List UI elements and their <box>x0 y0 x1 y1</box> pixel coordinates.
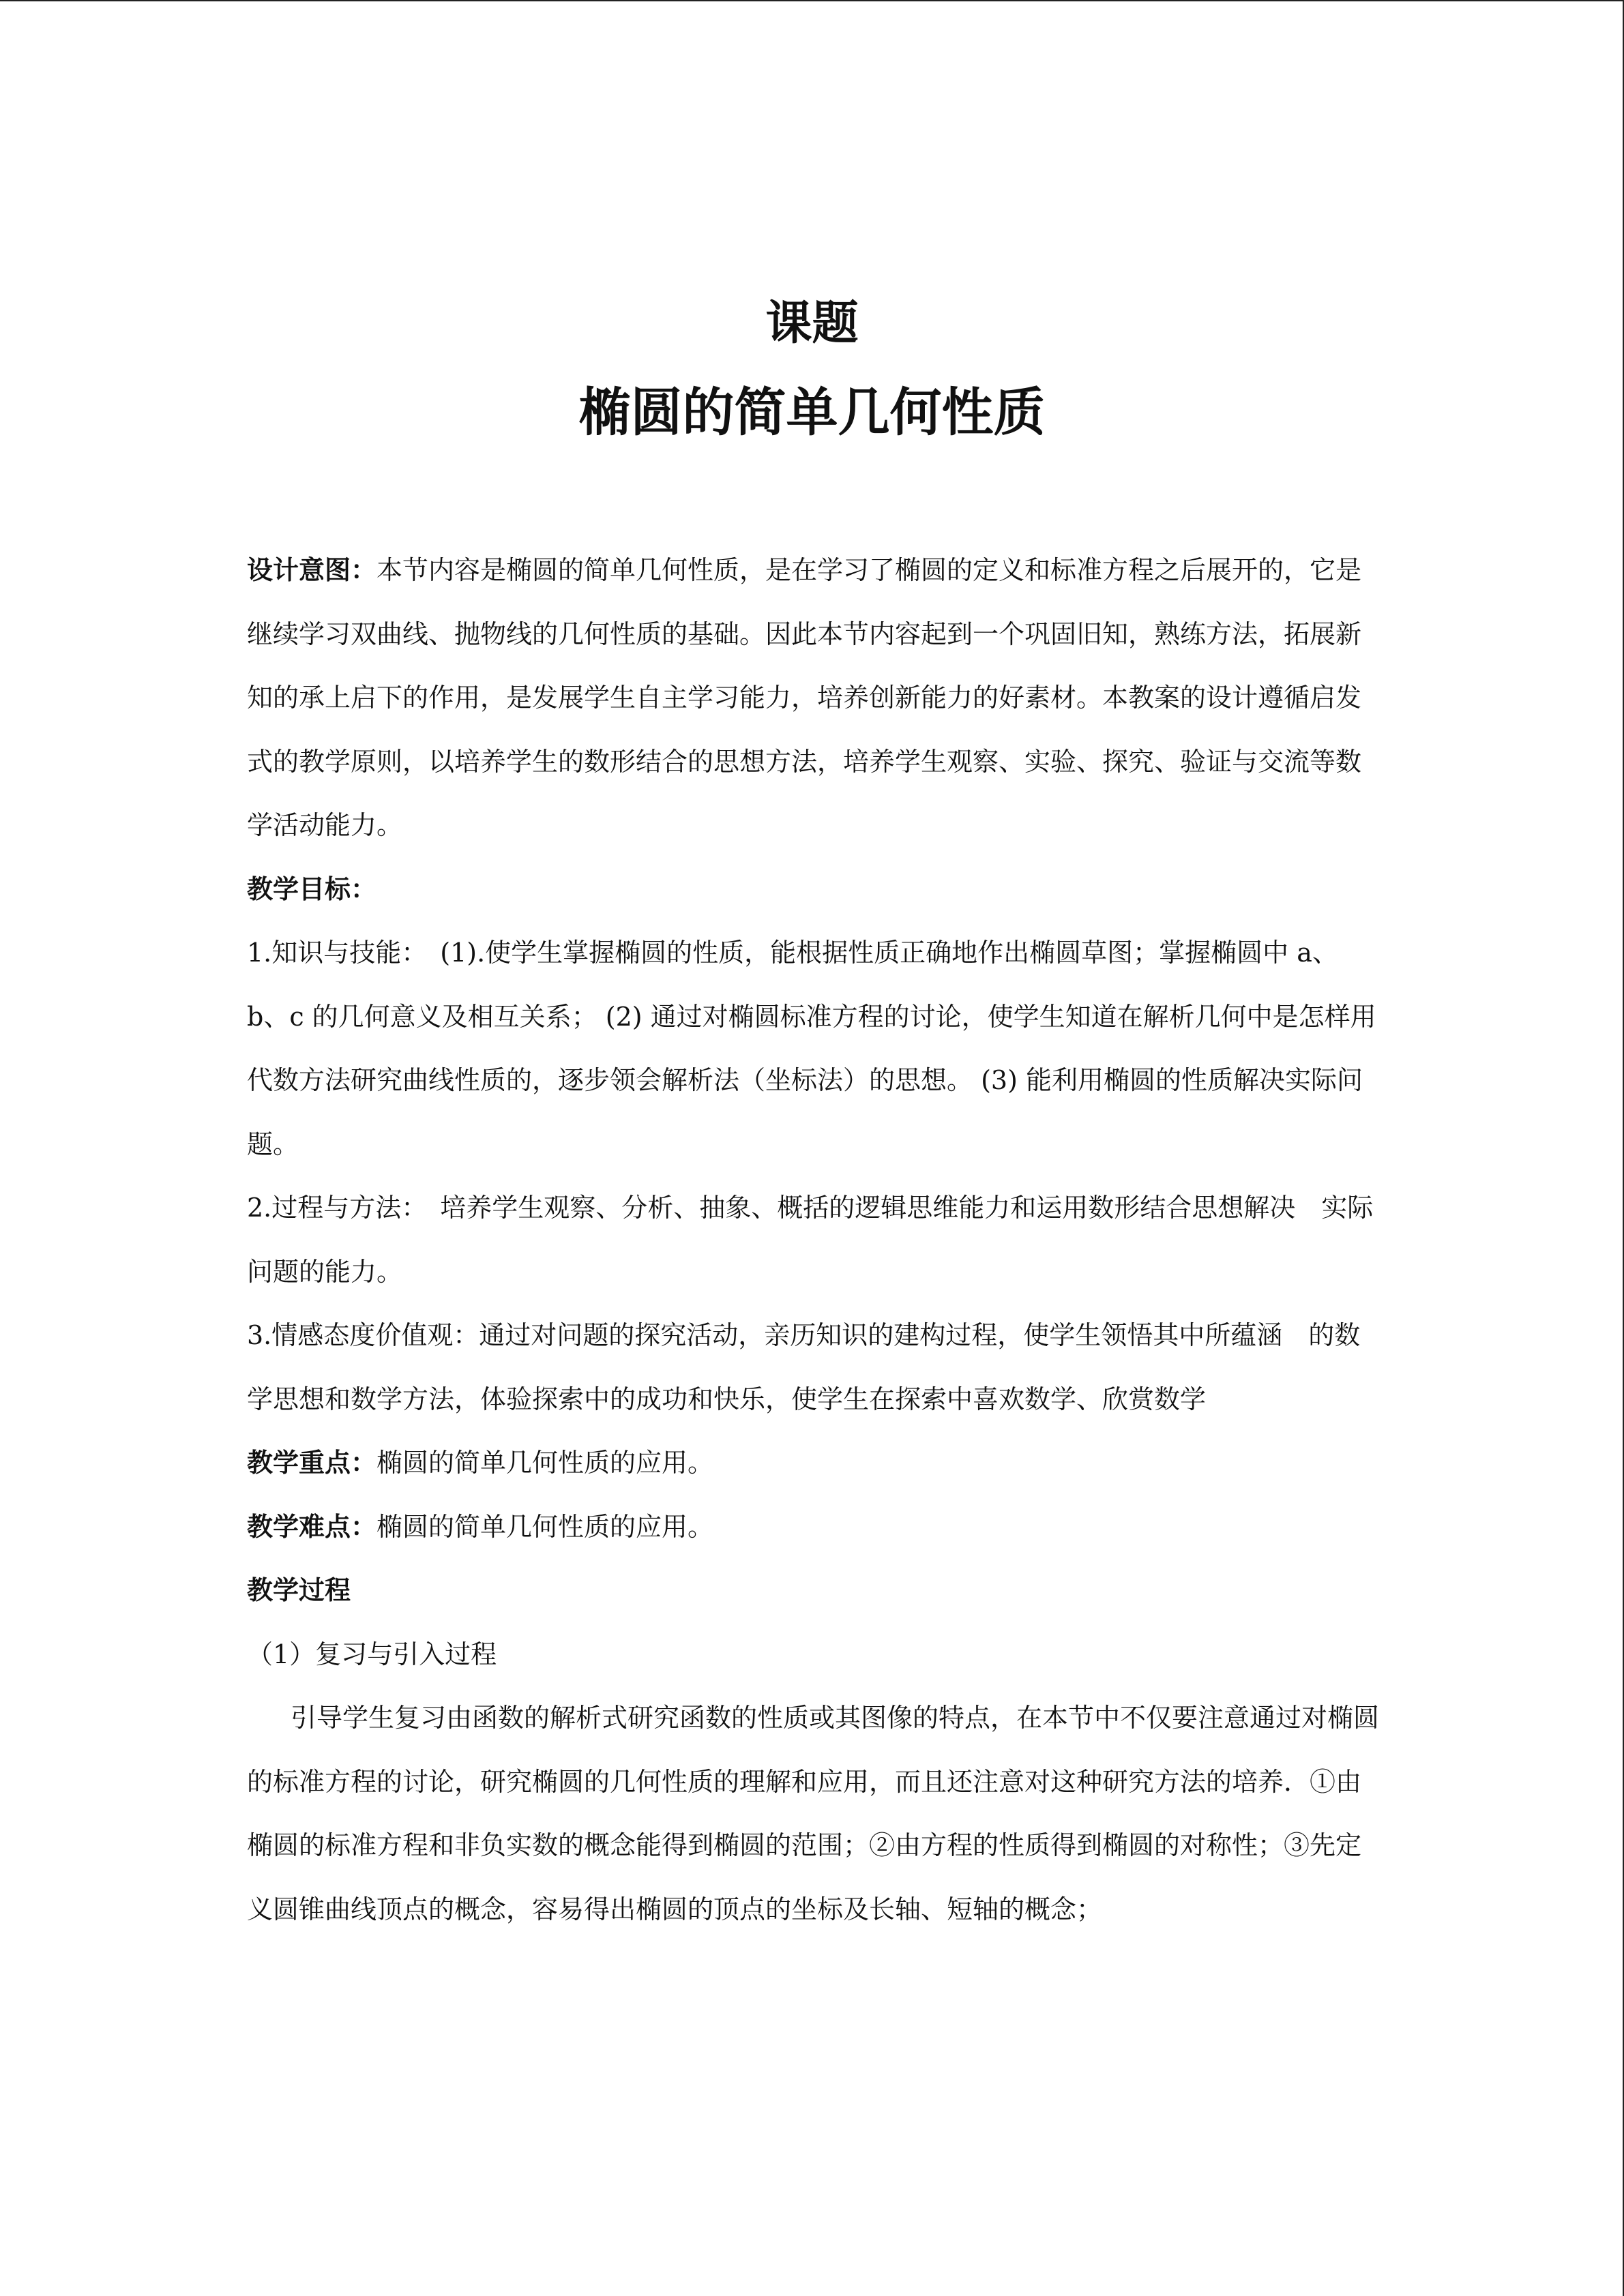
process-step-1: （1）复习与引入过程 <box>247 1639 497 1669</box>
objective-knowledge: 1.知识与技能： (1).使学生掌握椭圆的性质，能根据性质正确地作出椭圆草图；掌握椭圆中 a、b、c 的几何意义及相互关系； (2) 通过对椭圆标准方程的讨论，使学生知道在解析几何中是怎样用代数方法研究曲线性质的，逐步领会解析法（坐标法）的思想。 (3) 能利用椭圆的性质解决实际问题。 <box>247 938 1376 1159</box>
key-point-paragraph <box>247 1431 1379 1495</box>
objectives-label: 教学目标： <box>247 874 377 904</box>
title-block <box>0 283 1624 453</box>
objective-process: 2.过程与方法： 培养学生观察、分析、抽象、概括的逻辑思维能力和运用数形结合思想解决 实际问题的能力。 <box>247 1193 1374 1287</box>
difficulty-paragraph <box>247 1495 1379 1560</box>
objective-attitude: 3.情感态度价值观：通过对问题的探究活动，亲历知识的建构过程，使学生领悟其中所蕴涵 的数学思想和数学方法，体验探索中的成功和快乐，使学生在探索中喜欢数学、欣赏数学 <box>247 1320 1361 1414</box>
lesson-title: 椭圆的简单几何性质 <box>578 382 1046 443</box>
difficulty-text: 椭圆的简单几何性质的应用。 <box>377 1511 714 1542</box>
document-body <box>247 539 1379 1941</box>
process-heading <box>247 1559 1379 1623</box>
key-point-text: 椭圆的简单几何性质的应用。 <box>377 1448 714 1478</box>
process-label: 教学过程 <box>247 1575 351 1605</box>
objectives-heading <box>247 858 1379 922</box>
title-label: 课题 <box>765 297 859 351</box>
process-paragraph: 引导学生复习由函数的解析式研究函数的性质或其图像的特点，在本节中不仅要注意通过对椭圆的标准方程的讨论，研究椭圆的几何性质的理解和应用，而且还注意对这种研究方法的培养．①由椭圆的标准方程和非负实数的概念能得到椭圆的范围；②由方程的性质得到椭圆的对称性；③先定义圆锥曲线顶点的概念，容易得出椭圆的顶点的坐标及长轴、短轴的概念； <box>247 1703 1380 1924</box>
design-intent-paragraph <box>247 539 1379 858</box>
design-intent-label: 设计意图： <box>247 555 377 585</box>
design-intent-text: 本节内容是椭圆的简单几何性质，是在学习了椭圆的定义和标准方程之后展开的，它是继续学习双曲线、抛物线的几何性质的基础。因此本节内容起到一个巩固旧知，熟练方法，拓展新知的承上启下的作用，是发展学生自主学习能力，培养创新能力的好素材。本教案的设计遵循启发式的教学原则，以培养学生的数形结合的思想方法，培养学生观察、实验、探究、验证与交流等数学活动能力。 <box>247 555 1362 840</box>
key-point-label: 教学重点： <box>247 1448 377 1478</box>
difficulty-label: 教学难点： <box>247 1511 377 1542</box>
